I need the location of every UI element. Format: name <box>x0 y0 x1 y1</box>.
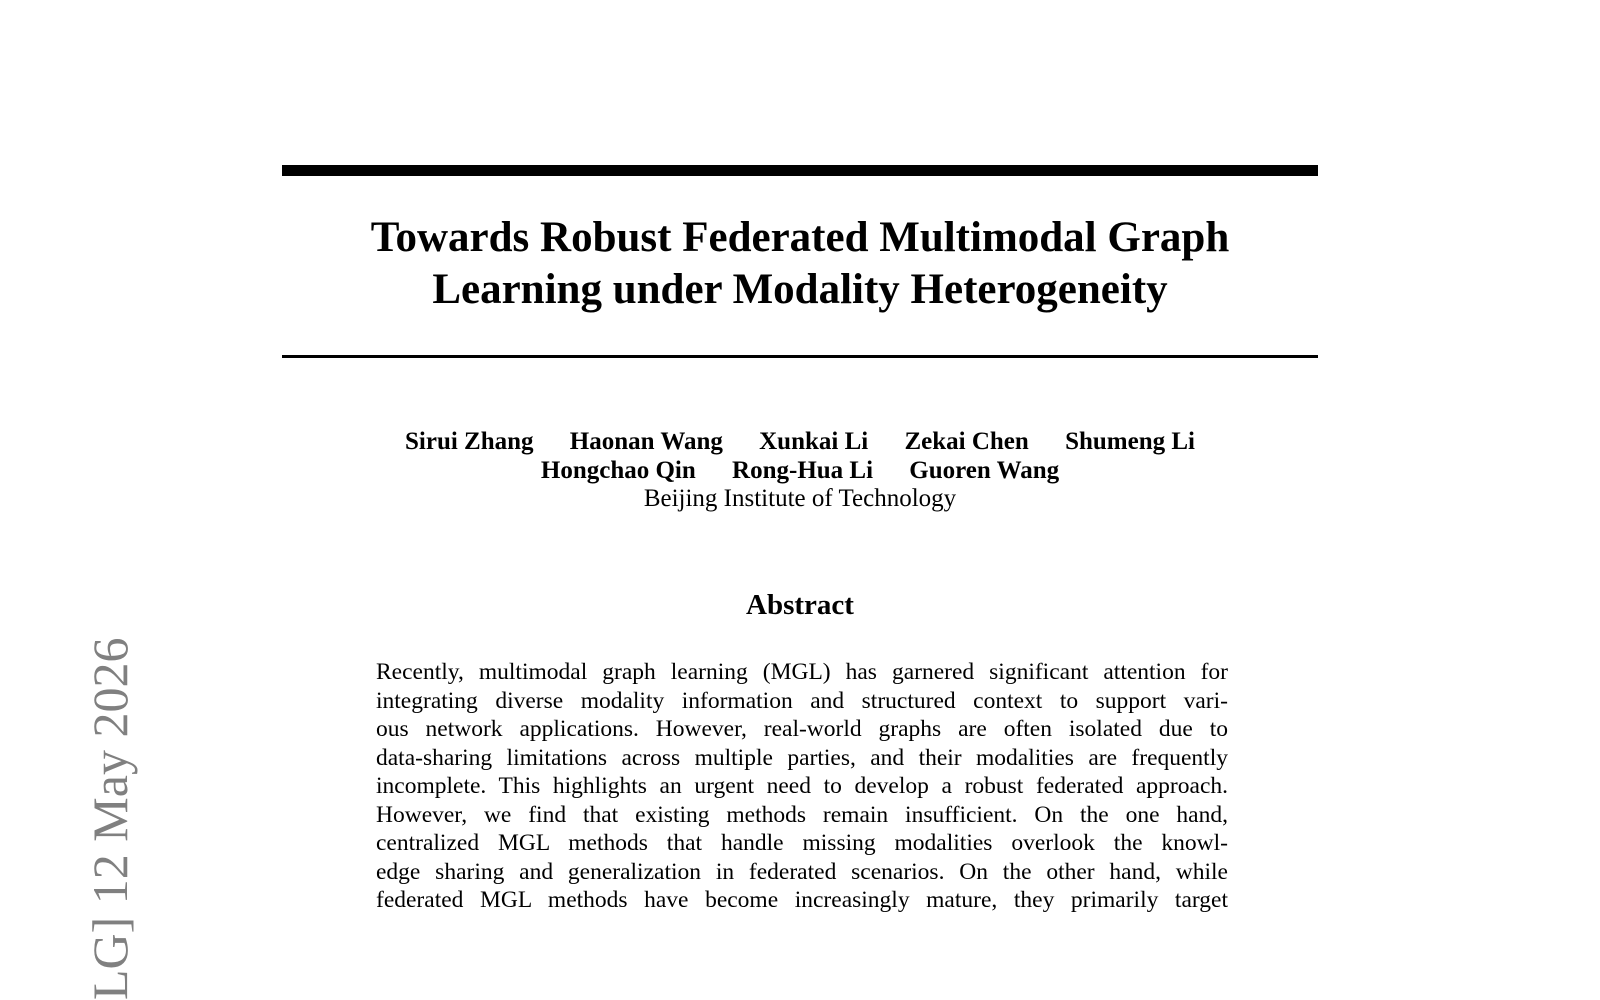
author-name: Guoren Wang <box>909 456 1060 484</box>
author-name: Rong-Hua Li <box>732 456 874 484</box>
abstract-body <box>376 658 1228 915</box>
abstract-line: However, we find that existing methods remain insufficient. On the one hand, <box>376 801 1228 828</box>
author-name: Hongchao Qin <box>540 456 696 484</box>
abstract-line: edge sharing and generalization in federated scenarios. On the other hand, while <box>376 858 1228 885</box>
abstract-heading: Abstract <box>746 589 854 621</box>
abstract-line: incomplete. This highlights an urgent need to develop a robust federated approach. <box>376 773 1228 799</box>
author-name: Zekai Chen <box>904 428 1029 455</box>
author-name: Sirui Zhang <box>405 428 534 455</box>
author-block <box>282 428 1318 514</box>
arxiv-stamp <box>38 530 138 1000</box>
title-rule-bottom <box>282 355 1318 358</box>
abstract-line: Recently, multimodal graph learning (MGL) has garnered significant attention for <box>376 659 1228 685</box>
author-name: Xunkai Li <box>759 428 869 455</box>
author-line-2 <box>282 457 1318 486</box>
paper-title <box>282 212 1318 316</box>
title-rule-top <box>282 165 1318 176</box>
abstract-line: ous network applications. However, real-world graphs are often isolated due to <box>376 716 1228 742</box>
title-line-2: Learning under Modality Heterogeneity <box>432 266 1168 313</box>
author-name: Shumeng Li <box>1065 428 1195 455</box>
arxiv-stamp-text: LG] 12 May 2026 <box>82 637 138 1000</box>
abstract-line: federated MGL methods have become increasingly mature, they primarily target <box>376 887 1228 913</box>
title-line-1: Towards Robust Federated Multimodal Graph <box>370 214 1230 261</box>
abstract-line: data-sharing limitations across multiple parties, and their modalities are frequently <box>376 744 1228 771</box>
abstract-line: integrating diverse modality information and structured context to support vari- <box>376 687 1228 714</box>
author-line-1 <box>282 428 1318 457</box>
affiliation: Beijing Institute of Technology <box>643 485 957 512</box>
author-name: Haonan Wang <box>569 428 723 455</box>
abstract-line: centralized MGL methods that handle missing modalities overlook the knowl- <box>376 830 1228 856</box>
